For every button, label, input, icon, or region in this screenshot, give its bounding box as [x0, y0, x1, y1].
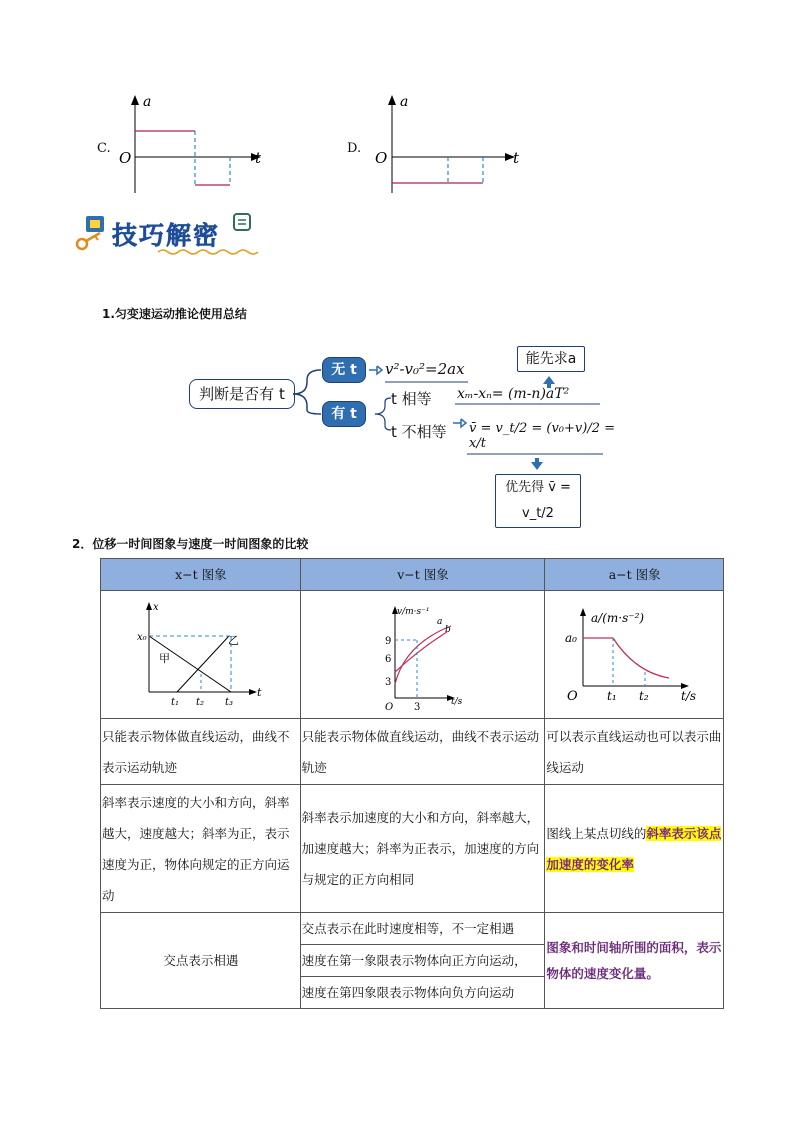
at-a0: a₀ [565, 630, 578, 645]
vt-graph [301, 592, 544, 718]
option-c [95, 93, 275, 203]
at-axis-t: t/s [681, 688, 697, 703]
at-origin: O [567, 688, 578, 704]
xt-axis-t: t [257, 685, 262, 699]
vt-axis-t: t/s [450, 696, 462, 707]
root-box [189, 379, 295, 409]
option-d-origin: O [375, 149, 388, 167]
row2-at [545, 785, 724, 913]
at-graph [545, 592, 722, 718]
header-vt: v−t 图象 [300, 559, 545, 591]
row2-xt: 斜率表示速度的大小和方向，斜率越大，速度越大；斜率为正，表示速度为正，物体向规定的正方向运动 [101, 785, 301, 913]
inference-diagram [185, 342, 615, 521]
row3-at: 图象和时间轴所围的面积，表示物体的速度变化量。 [545, 913, 724, 1009]
section2-heading: 2．位移一时间图象与速度一时间图象的比较 [72, 537, 309, 551]
row3-vt-c: 速度在第四象限表示物体向负方向运动 [300, 977, 545, 1009]
table-row [101, 719, 724, 785]
row3-vt-b: 速度在第一象限表示物体向正方向运动， [300, 945, 545, 977]
t-equal-label: t 相等 [391, 390, 432, 408]
has-t-box [322, 401, 366, 427]
vt-origin: O [384, 701, 393, 713]
xt-axis-x: x [153, 601, 159, 613]
row3-vt-a: 交点表示在此时速度相等，不一定相遇 [300, 913, 545, 945]
no-t-box [322, 357, 366, 383]
option-d-label: D. [347, 141, 362, 156]
xt-t2: t₂ [196, 696, 205, 708]
option-c-axis-a: a [143, 94, 152, 110]
vt-b: b [444, 624, 451, 635]
formula-equal: xₘ-xₙ= (m-n)aT² [457, 386, 570, 402]
section1-heading: 1.匀变速运动推论使用总结 [102, 307, 247, 321]
vt-y6: 6 [384, 653, 392, 665]
formula-unequal: v̄ = v_t/2 = (v₀+v)/2 = x/t [469, 421, 615, 451]
row1-xt: 只能表示物体做直线运动，曲线不表示运动轨迹 [101, 719, 301, 785]
at-graph-cell [545, 591, 724, 719]
at-t2: t₂ [639, 688, 649, 703]
formula-no-t: v²-v₀²=2ax [385, 360, 465, 378]
row1-at: 可以表示直线运动也可以表示曲线运动 [545, 719, 724, 785]
xt-graph-cell [101, 591, 301, 719]
first-v-label: 优先得 v̄ = v_t/2 [505, 480, 571, 521]
option-d-axis-t: t [513, 149, 520, 167]
row2-at-text: 图线上某点切线的 [546, 825, 647, 841]
row3-xt: 交点表示相遇 [101, 913, 301, 1009]
vt-x3: 3 [413, 701, 421, 713]
option-d-graph [345, 93, 535, 203]
option-c-graph [95, 93, 275, 203]
option-c-origin: O [119, 149, 132, 167]
xt-t3: t₃ [225, 696, 234, 708]
xt-x0: x₀ [137, 631, 147, 643]
first-a-box [517, 346, 585, 372]
banner-title: 技巧解密 [112, 221, 221, 250]
has-t-label: 有 t [331, 406, 357, 422]
comparison-table [100, 558, 724, 1009]
xt-t1: t₁ [171, 696, 180, 708]
first-a-label: 能先求a [525, 351, 577, 367]
t-unequal-label: t 不相等 [391, 423, 447, 441]
banner-underline [158, 248, 258, 256]
row2-vt: 斜率表示加速度的大小和方向，斜率越大，加速度越大；斜率为正表示，加速度的方向与规定的正方向相同 [300, 785, 545, 913]
tips-banner [72, 212, 262, 258]
table-row-graphs [101, 591, 724, 719]
vt-y9: 9 [384, 635, 392, 647]
notebook-icon [232, 212, 252, 232]
option-c-label: C. [97, 141, 111, 156]
vt-axis-v: v/m·s⁻¹ [396, 606, 430, 617]
root-label: 判断是否有 t [199, 385, 285, 403]
at-axis-a: a/(m·s⁻²) [591, 610, 645, 625]
row2-at-highlight: 斜率表示该点加速度的变化率 [546, 825, 722, 872]
xt-graph [101, 592, 299, 718]
header-xt: x−t 图象 [101, 559, 301, 591]
table-row [101, 785, 724, 913]
xt-jia: 甲 [159, 651, 170, 665]
first-v-box [495, 474, 581, 528]
vt-a: a [436, 616, 443, 627]
header-at: a−t 图象 [545, 559, 724, 591]
option-d [345, 93, 535, 203]
at-t1: t₁ [607, 688, 617, 703]
vt-y3: 3 [384, 676, 392, 688]
row1-vt: 只能表示物体做直线运动，曲线不表示运动轨迹 [300, 719, 545, 785]
xt-yi: 乙 [228, 633, 239, 647]
key-icon [72, 212, 112, 258]
table-row [101, 913, 724, 945]
option-d-axis-a: a [400, 94, 409, 110]
option-c-axis-t: t [255, 149, 262, 167]
vt-graph-cell [300, 591, 545, 719]
table-header-row [101, 559, 724, 591]
no-t-label: 无 t [331, 362, 357, 378]
